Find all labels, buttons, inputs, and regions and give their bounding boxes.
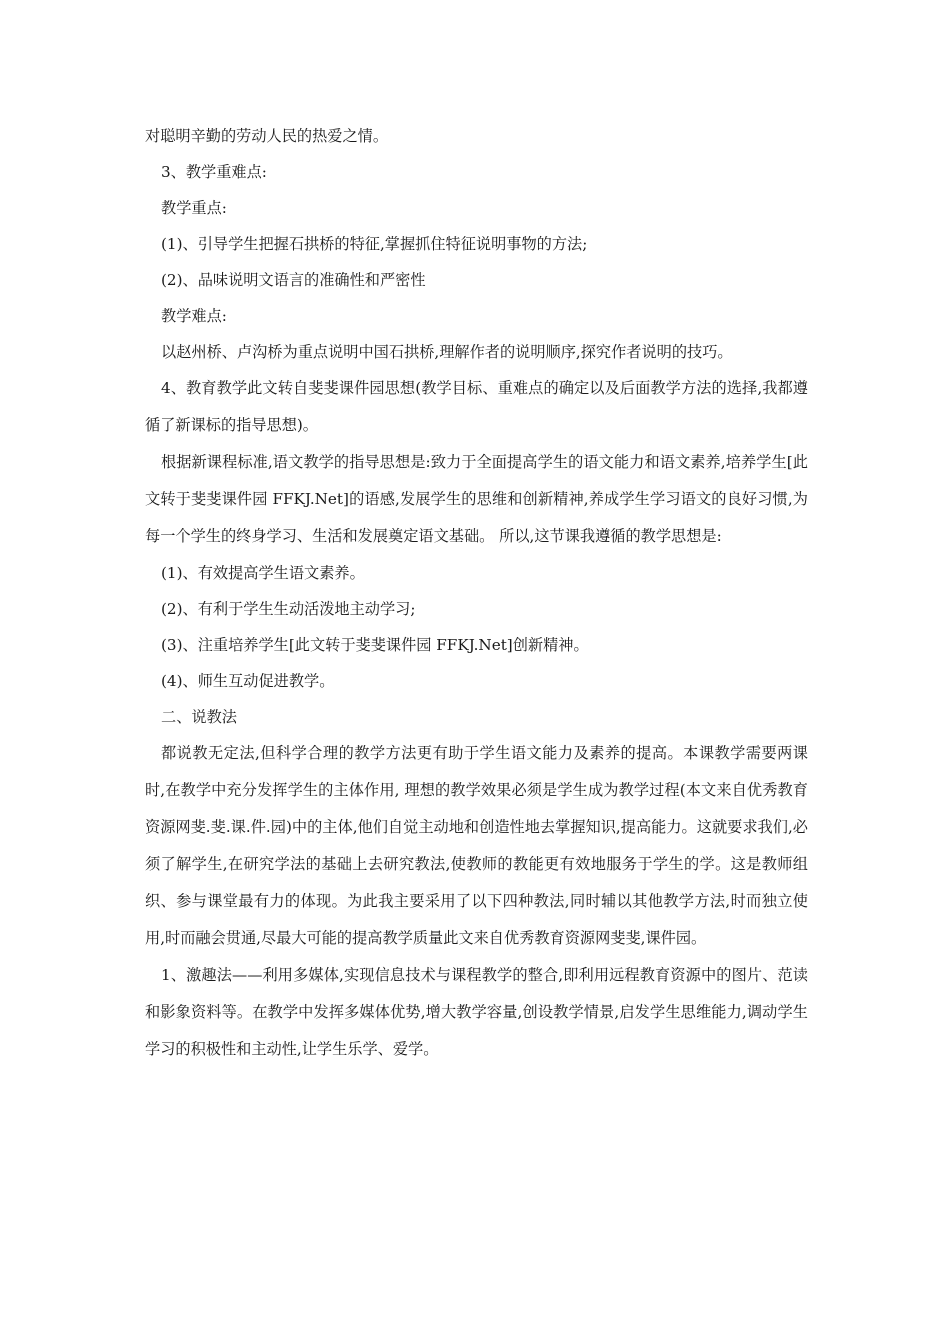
section-heading: 二、说教法 [161,708,237,726]
document-body [145,118,808,1068]
list-item: (2)、品味说明文语言的准确性和严密性 [161,271,426,289]
list-item: (1)、有效提高学生语文素养。 [161,564,365,582]
paragraph: 对聪明辛勤的劳动人民的热爱之情。 [145,127,388,145]
list-item: (2)、有利于学生生动活泼地主动学习; [161,600,416,618]
subheading: 教学重点: [161,199,227,217]
section-heading: 3、教学重难点: [161,163,267,181]
list-item: (1)、引导学生把握石拱桥的特征,掌握抓住特征说明事物的方法; [161,235,588,253]
subheading: 教学难点: [161,307,227,325]
list-item: (3)、注重培养学生[此文转于斐斐课件园 FFKJ.Net]创新精神。 [161,636,589,654]
paragraph: 以赵州桥、卢沟桥为重点说明中国石拱桥,理解作者的说明顺序,探究作者说明的技巧。 [161,343,733,361]
paragraph: 4、教育教学此文转自斐斐课件园思想(教学目标、重难点的确定以及后面教学方法的选择,我都遵循了新课标的指导思想)。 [145,379,808,434]
paragraph: 根据新课程标准,语文教学的指导思想是:致力于全面提高学生的语文能力和语文素养,培养学生[此文转于斐斐课件园 FFKJ.Net]的语感,发展学生的思维和创新精神,养成学生学习语文的良好习惯,为每一个学生的终身学习、生活和发展奠定语文基础。 所以,这节课我遵循的教学思想是: [145,453,808,545]
paragraph: 1、激趣法——利用多媒体,实现信息技术与课程教学的整合,即利用远程教育资源中的图片、范读和影象资料等。在教学中发挥多媒体优势,增大教学容量,创设教学情景,启发学生思维能力,调动学生学习的积极性和主动性,让学生乐学、爱学。 [145,966,808,1058]
list-item: (4)、师生互动促进教学。 [161,672,335,690]
paragraph: 都说教无定法,但科学合理的教学方法更有助于学生语文能力及素养的提高。本课教学需要两课时,在教学中充分发挥学生的主体作用, 理想的教学效果必须是学生成为教学过程(本文来自优秀教育资源网斐.斐.课.件.园)中的主体,他们自觉主动地和创造性地去掌握知识,提高能力。这就要求我们,必须了解学生,在研究学法的基础上去研究教法,使教师的教能更有效地服务于学生的学。这是教师组织、参与课堂最有力的体现。为此我主要采用了以下四种教法,同时辅以其他教学方法,时而独立使用,时而融会贯通,尽最大可能的提高教学质量此文来自优秀教育资源网斐斐,课件园。 [145,744,808,947]
